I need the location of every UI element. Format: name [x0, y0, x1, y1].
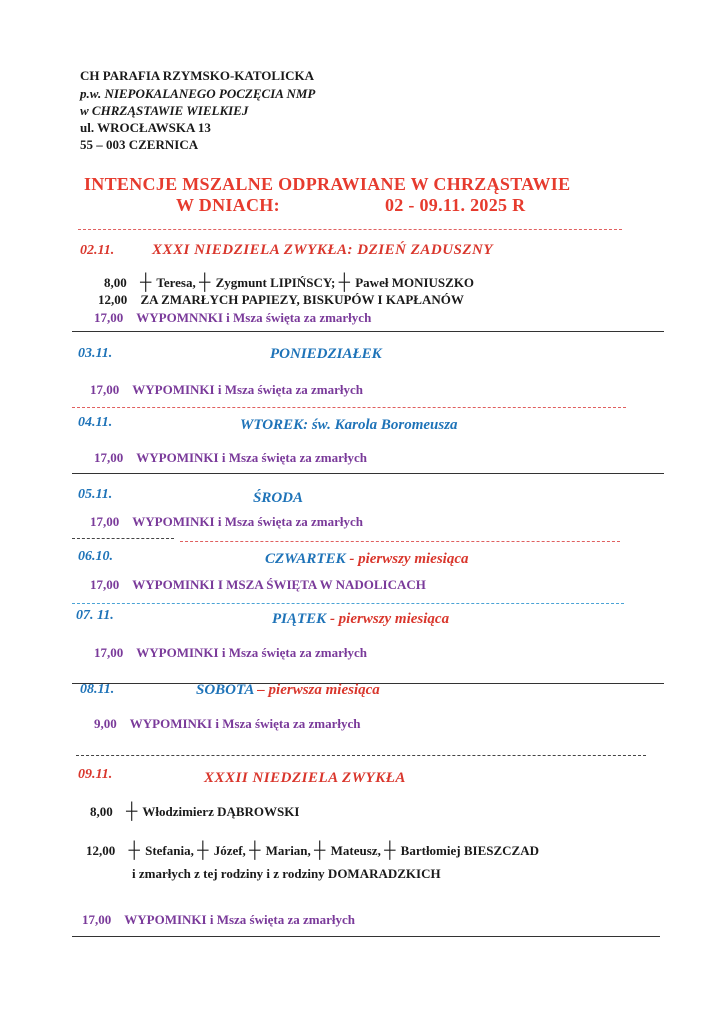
mass-entry: 9,00 WYPOMINKI i Msza święta za zmarłych — [94, 716, 361, 731]
day-date: 09.11. — [78, 767, 113, 782]
mass-time: 17,00 — [90, 382, 120, 397]
mass-entry-continued: i zmarłych z tej rodziny i z rodziny DOMARADZKICH — [132, 866, 441, 881]
parish-postal: 55 – 003 CZERNICA — [80, 137, 199, 152]
cross-icon: ┼ — [128, 842, 140, 859]
cross-icon: ┼ — [140, 274, 152, 291]
mass-entry: 17,00 WYPOMNNKI i Msza święta za zmarłych — [94, 310, 372, 325]
day-date: 03.11. — [78, 346, 113, 361]
mass-entry: 17,00 WYPOMINKI i Msza święta za zmarłych — [94, 450, 367, 465]
title-date-range: 02 - 09.11. 2025 R — [385, 195, 526, 215]
day-date: 07. 11. — [76, 608, 114, 623]
mass-time: 17,00 — [94, 645, 124, 660]
cross-icon: ┼ — [249, 842, 261, 859]
parish-street: ul. WROCŁAWSKA 13 — [80, 120, 211, 135]
divider — [72, 936, 660, 937]
mass-entry: 17,00 WYPOMINKI i Msza święta za zmarłych — [90, 514, 363, 529]
divider — [180, 541, 620, 542]
day-date: 06.10. — [78, 549, 113, 564]
mass-entry: 17,00 WYPOMINKI i Msza święta za zmarłych — [94, 645, 367, 660]
mass-entry: 17,00 WYPOMINKI i Msza święta za zmarłych — [82, 912, 355, 927]
day-name: PONIEDZIAŁEK — [270, 346, 382, 362]
day-name: XXXI NIEDZIELA ZWYKŁA: DZIEŃ ZADUSZNY — [152, 242, 494, 258]
day-date: 08.11. — [80, 682, 115, 697]
divider — [72, 538, 174, 539]
divider — [76, 755, 646, 756]
cross-icon: ┼ — [126, 803, 138, 820]
day-date: 05.11. — [78, 487, 113, 502]
mass-entry: 8,00 ┼ Teresa, ┼ Zygmunt LIPIŃSCY; ┼ Paweł MONIUSZKO — [104, 274, 475, 291]
mass-entry: 12,00 ZA ZMARŁYCH PAPIEZY, BISKUPÓW I KAPŁANÓW — [98, 292, 464, 307]
mass-time: 12,00 — [98, 292, 128, 307]
parish-location: w CHRZĄSTAWIE WIELKIEJ — [80, 103, 249, 118]
title-line1: INTENCJE MSZALNE ODPRAWIANE W CHRZĄSTAWIE — [84, 174, 571, 194]
day-name: XXXII NIEDZIELA ZWYKŁA — [204, 770, 406, 786]
mass-entry: 12,00 ┼ Stefania, ┼ Józef, ┼ Marian, ┼ Mateusz, ┼ Bartłomiej BIESZCZAD — [86, 842, 539, 859]
day-date: 02.11. — [80, 243, 115, 258]
mass-time: 17,00 — [90, 514, 120, 529]
divider — [78, 229, 622, 230]
divider — [72, 331, 664, 332]
title-in-days: W DNIACH: — [176, 195, 280, 215]
mass-time: 17,00 — [94, 310, 124, 325]
parish-name: CH PARAFIA RZYMSKO-KATOLICKA — [80, 68, 315, 83]
mass-time: 17,00 — [94, 450, 124, 465]
mass-entry: 17,00 WYPOMINKI I MSZA ŚWIĘTA W NADOLICACH — [90, 577, 426, 592]
mass-time: 17,00 — [82, 912, 112, 927]
mass-time: 17,00 — [90, 577, 120, 592]
day-name: SOBOTA – pierwsza miesiąca — [196, 682, 380, 698]
mass-entry: 17,00 WYPOMINKI i Msza święta za zmarłych — [90, 382, 363, 397]
mass-time: 8,00 — [90, 804, 113, 819]
divider — [72, 603, 624, 604]
divider — [72, 473, 664, 474]
day-name: WTOREK: św. Karola Boromeusza — [240, 417, 458, 433]
day-name: CZWARTEK - pierwszy miesiąca — [265, 551, 469, 567]
day-name: ŚRODA — [253, 490, 304, 506]
mass-time: 9,00 — [94, 716, 117, 731]
mass-entry: 8,00 ┼ Włodzimierz DĄBROWSKI — [90, 803, 300, 820]
cross-icon: ┼ — [198, 274, 211, 291]
mass-time: 12,00 — [86, 843, 116, 858]
cross-icon: ┼ — [338, 274, 350, 291]
cross-icon: ┼ — [314, 842, 326, 859]
day-date: 04.11. — [78, 415, 113, 430]
parish-dedication: p.w. NIEPOKALANEGO POCZĘCIA NMP — [80, 86, 316, 101]
cross-icon: ┼ — [197, 842, 209, 859]
mass-time: 8,00 — [104, 275, 127, 290]
day-name: PIĄTEK - pierwszy miesiąca — [272, 611, 450, 627]
cross-icon: ┼ — [384, 842, 396, 859]
divider — [72, 407, 626, 408]
